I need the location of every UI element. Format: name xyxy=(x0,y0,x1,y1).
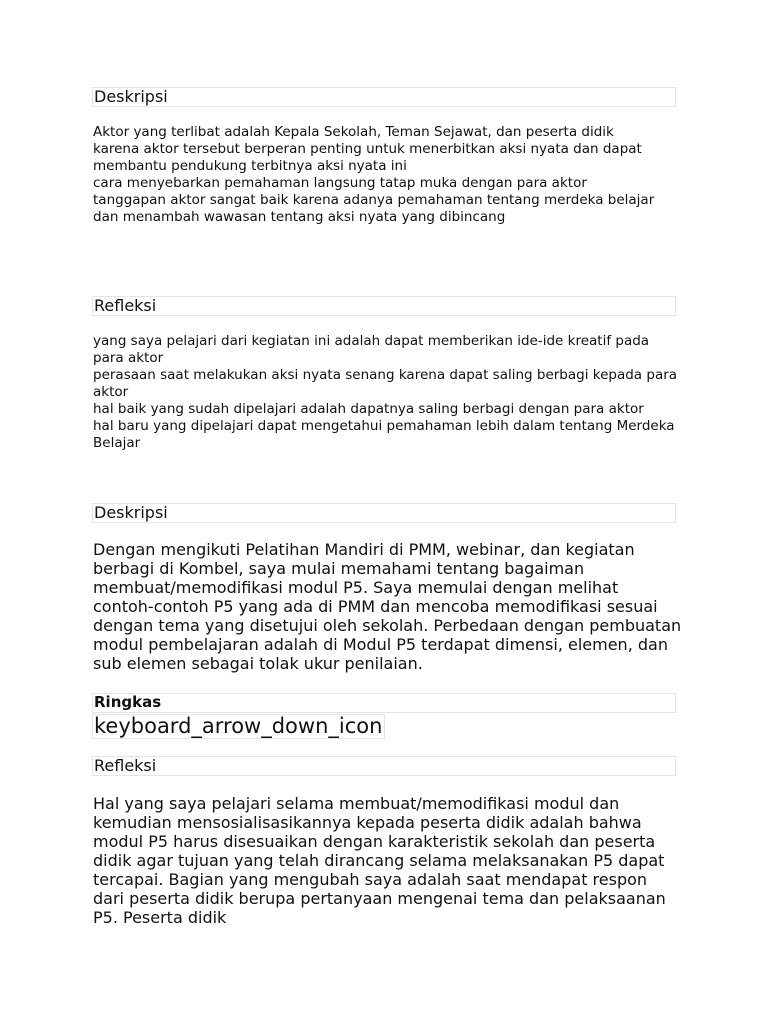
section-body-refleksi-2 xyxy=(93,794,683,927)
section-body-refleksi-1 xyxy=(93,333,683,452)
paragraph-line: yang saya pelajari dari kegiatan ini adalah dapat memberikan ide-ide kreatif pada para aktor xyxy=(93,333,650,366)
section-heading-deskripsi-2: Deskripsi xyxy=(92,503,676,523)
paragraph-line: Aktor yang terlibat adalah Kepala Sekolah, Teman Sejawat, dan peserta didik xyxy=(93,124,614,140)
paragraph-line: karena aktor tersebut berperan penting untuk menerbitkan aksi nyata dan dapat membantu pendukung terbitnya aksi nyata ini xyxy=(93,141,642,174)
section-body-deskripsi-1 xyxy=(93,124,683,226)
section-body-deskripsi-2 xyxy=(93,540,683,673)
paragraph-line: hal baik yang sudah dipelajari adalah dapatnya saling berbagi dengan para aktor xyxy=(93,401,644,417)
section-heading-refleksi-1: Refleksi xyxy=(92,296,676,316)
paragraph-line: cara menyebarkan pemahaman langsung tatap muka dengan para aktor xyxy=(93,175,587,191)
paragraph-line: perasaan saat melakukan aksi nyata senang karena dapat saling berbagi kepada para aktor xyxy=(93,367,678,400)
paragraph-text: Dengan mengikuti Pelatihan Mandiri di PMM, webinar, dan kegiatan berbagi di Kombel, saya mulai memahami tentang bagaiman membuat/memodifikasi modul P5. Saya memulai dengan melihat contoh-contoh P5 yang ada di PMM dan mencoba memodifikasi sesuai dengan tema yang disetujui oleh sekolah. Perbedaan dengan pembuatan modul pembelajaran adalah di Modul P5 terdapat dimensi, elemen, dan sub elemen sebagai tolak ukur penilaian. xyxy=(93,540,682,673)
paragraph-text: Hal yang saya pelajari selama membuat/memodifikasi modul dan kemudian mensosialisasikannya kepada peserta didik adalah bahwa modul P5 harus disesuaikan dengan karakteristik sekolah dan peserta didik agar tujuan yang telah dirancang selama melaksanakan P5 dapat tercapai. Bagian yang mengubah saya adalah saat mendapat respon dari peserta didik berupa pertanyaan mengenai tema dan pelaksaanan P5. Peserta didik xyxy=(93,794,666,927)
summary-toggle-button[interactable] xyxy=(92,714,385,739)
keyboard-arrow-down-icon: keyboard_arrow_down_icon xyxy=(94,714,383,738)
section-heading-deskripsi-1: Deskripsi xyxy=(92,87,676,107)
section-heading-refleksi-2: Refleksi xyxy=(92,756,676,776)
paragraph-line: hal baru yang dipelajari dapat mengetahui pemahaman lebih dalam tentang Merdeka Belajar xyxy=(93,418,675,451)
summary-label: Ringkas xyxy=(92,693,676,713)
paragraph-line: tanggapan aktor sangat baik karena adanya pemahaman tentang merdeka belajar dan menambah wawasan tentang aksi nyata yang dibincang xyxy=(93,192,655,225)
